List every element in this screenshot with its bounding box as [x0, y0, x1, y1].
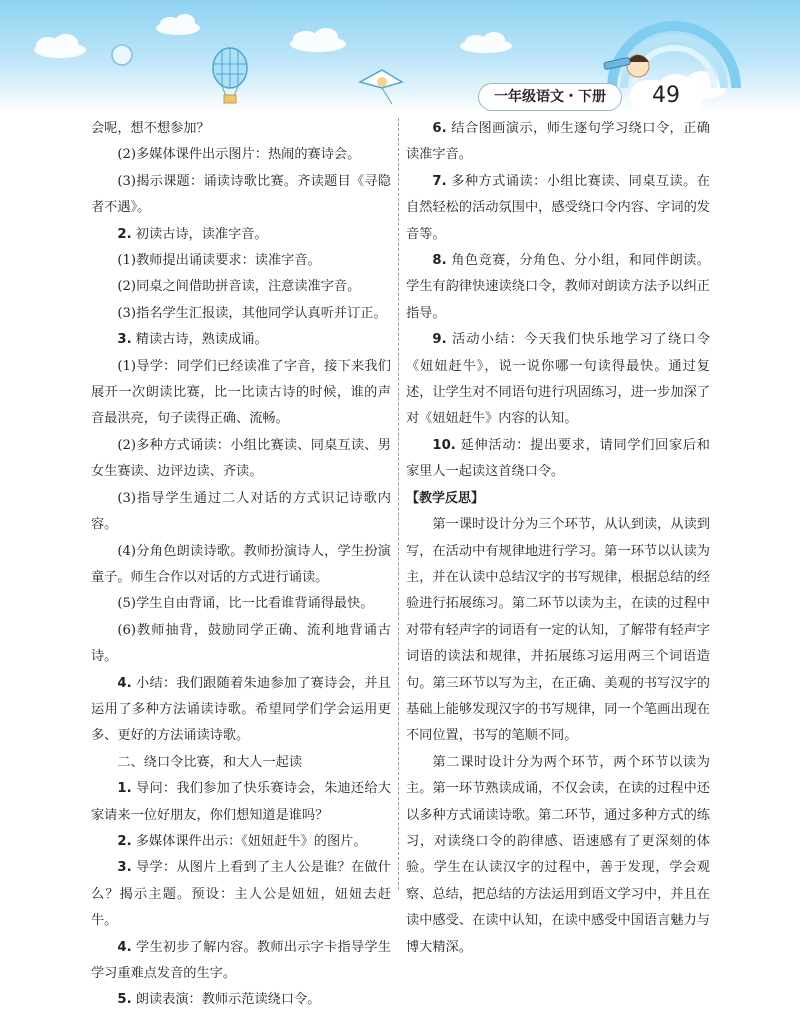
- paragraph: [91, 433, 391, 486]
- item-number: 10.: [432, 437, 456, 453]
- paragraph: [406, 116, 710, 169]
- cloud-icon: [460, 32, 512, 53]
- paragraph-text: 第二课时设计分为两个环节，两个环节以读为主。第一环节熟读成诵，不仅会读，在读的过程中还以多种方式诵读诗歌。第二环节，通过多种方式的练习，对读绕口令的韵律感、语速感有了更深刻的体验。学生在认读汉字的过程中，善于发现，学会观察、总结，把总结的方法运用到语文学习中，并且在读中感受、在读中认知，在读中感受中国语言魅力与博大精深。: [406, 754, 710, 955]
- kite-icon: [360, 70, 402, 104]
- paragraph-text: (2)多媒体课件出示图片：热闹的赛诗会。: [117, 147, 361, 163]
- paragraph-text: 结合图画演示，师生逐句学习绕口令，正确读准字音。: [406, 121, 710, 163]
- item-number: 3.: [117, 332, 132, 348]
- paragraph-text: 会呢，想不想参加？: [91, 121, 210, 136]
- item-number: 7.: [432, 173, 447, 189]
- paragraph-text: (1)教师提出诵读要求：读准字音。: [117, 253, 321, 269]
- paragraph-text: 学生初步了解内容。教师出示字卡指导学生学习重难点发音的生字。: [91, 939, 391, 981]
- item-number: 4.: [117, 939, 132, 955]
- book-title: 一年级语文・下册: [478, 83, 622, 111]
- item-number: 2.: [117, 226, 132, 242]
- paragraph-text: 多种方式诵读：小组比赛读、同桌互读。在自然轻松的活动氛围中，感受绕口令内容、字词的发音等。: [406, 173, 710, 242]
- paragraph-text: 延伸活动：提出要求，请同学们回家后和家里人一起读这首绕口令。: [406, 437, 710, 480]
- paragraph: [406, 248, 710, 327]
- paragraph: [91, 116, 391, 142]
- paragraph-text: (2)同桌之间借助拼音读，注意读准字音。: [117, 279, 361, 295]
- paragraph: [406, 486, 710, 512]
- column-divider: [398, 118, 399, 890]
- cloud-icon: [290, 28, 346, 52]
- paragraph: [91, 776, 391, 829]
- paragraph: [91, 142, 391, 168]
- paragraph-text: 导学：从图片上看到了主人公是谁？在做什么？揭示主题。预设：主人公是妞妞，妞妞去赶牛。: [91, 860, 391, 929]
- paragraph: [406, 433, 710, 486]
- cloud-icon: [156, 14, 200, 35]
- section-heading: 【教学反思】: [406, 490, 485, 506]
- paragraph: [91, 248, 391, 274]
- paragraph-text: 小结：我们跟随着朱迪参加了赛诗会，并且运用了多种方法诵读诗歌。希望同学们学会运用更多、更好的方法诵读诗歌。: [91, 675, 391, 744]
- paragraph-text: (6)教师抽背，鼓励同学正确、流利地背诵古诗。: [91, 622, 391, 665]
- paragraph-text: 初读古诗，读准字音。: [135, 226, 268, 242]
- item-number: 2.: [117, 833, 132, 849]
- paragraph: [91, 222, 391, 248]
- paragraph: [91, 486, 391, 539]
- paragraph: [406, 327, 710, 433]
- paragraph: [91, 987, 391, 1013]
- paragraph: [91, 354, 391, 433]
- page-header: [0, 0, 800, 112]
- paragraph-text: 朗读表演：教师示范读绕口令。: [135, 992, 321, 1008]
- paragraph-text: (1)导学：同学们已经读准了字音，接下来我们展开一次朗读比赛，比一比读古诗的时候，谁的声音最洪亮，句子读得正确、流畅。: [91, 358, 391, 427]
- paragraph: [91, 618, 391, 671]
- paragraph: [406, 169, 710, 248]
- paragraph: [91, 327, 391, 353]
- paragraph-text: 第一课时设计分为三个环节，从认到读，从读到写，在活动中有规律地进行学习。第一环节以认读为主，并在认读中总结汉字的书写规律，根据总结的经验进行拓展练习。第二环节以读为主，在读的过程中对带有轻声字的词语有一定的认知，了解带有轻声字词语的读法和规律，并拓展练习运用两三个词语造句。第三环节以写为主，在正确、美观的书写汉字的基础上能够发现汉字的书写规律，同一个笔画出现在不同位置，书写的笔顺不同。: [406, 517, 710, 744]
- item-number: 3.: [117, 860, 132, 876]
- paragraph: [406, 750, 710, 961]
- item-number: 1.: [117, 781, 132, 797]
- paragraph: [91, 539, 391, 592]
- cloud-icon: [34, 34, 86, 58]
- paragraph-text: 多媒体课件出示：《妞妞赶牛》的图片。: [135, 833, 367, 849]
- item-number: 8.: [432, 253, 447, 269]
- paragraph: [91, 169, 391, 222]
- paragraph-text: 角色竞赛，分角色、分小组，和同伴朗读。学生有韵律快速读绕口令，教师对朗读方法予以纠正指导。: [406, 253, 710, 321]
- paragraph: [91, 935, 391, 988]
- paragraph-text: (2)多种方式诵读：小组比赛读、同桌互读、男女生赛读、边评边读、齐读。: [91, 437, 391, 480]
- paragraph: [91, 274, 391, 300]
- paragraph-text: 二、绕口令比赛，和大人一起读: [117, 754, 303, 770]
- paragraph-text: (5)学生自由背诵，比一比看谁背诵得最快。: [117, 596, 374, 612]
- paragraph-text: 导问：我们参加了快乐赛诗会，朱迪还给大家请来一位好朋友，你们想知道是谁吗？: [91, 781, 391, 823]
- paragraph: [91, 855, 391, 934]
- paragraph-text: (4)分角色朗读诗歌。教师扮演诗人，学生扮演童子。师生合作以对话的方式进行诵读。: [91, 543, 391, 585]
- paragraph: [91, 829, 391, 855]
- paragraph-text: (3)指导学生通过二人对话的方式识记诗歌内容。: [91, 490, 391, 533]
- item-number: 9.: [432, 332, 447, 348]
- left-column: [91, 116, 391, 1014]
- hot-air-balloon-icon: [213, 48, 247, 103]
- paragraph: [91, 671, 391, 750]
- paragraph-text: (3)揭示课题：诵读诗歌比赛。齐读题目《寻隐者不遇》。: [91, 173, 391, 216]
- page-number: 49: [630, 80, 702, 112]
- paragraph-text: 活动小结：今天我们快乐地学习了绕口令《妞妞赶牛》，说一说你哪一句读得最快。通过复述，让学生对不同语句进行巩固练习，进一步加深了对《妞妞赶牛》内容的认知。: [406, 332, 710, 427]
- paragraph: [91, 750, 391, 776]
- item-number: 5.: [117, 992, 132, 1008]
- paragraph: [91, 591, 391, 617]
- paragraph-text: (3)指名学生汇报读，其他同学认真听并订正。: [117, 305, 387, 321]
- item-number: 4.: [117, 675, 132, 691]
- right-column: [406, 116, 710, 961]
- paragraph: [91, 301, 391, 327]
- paragraph: [406, 512, 710, 750]
- item-number: 6.: [432, 121, 447, 136]
- sun-icon: [112, 45, 132, 65]
- paragraph-text: 精读古诗，熟读成诵。: [135, 332, 268, 348]
